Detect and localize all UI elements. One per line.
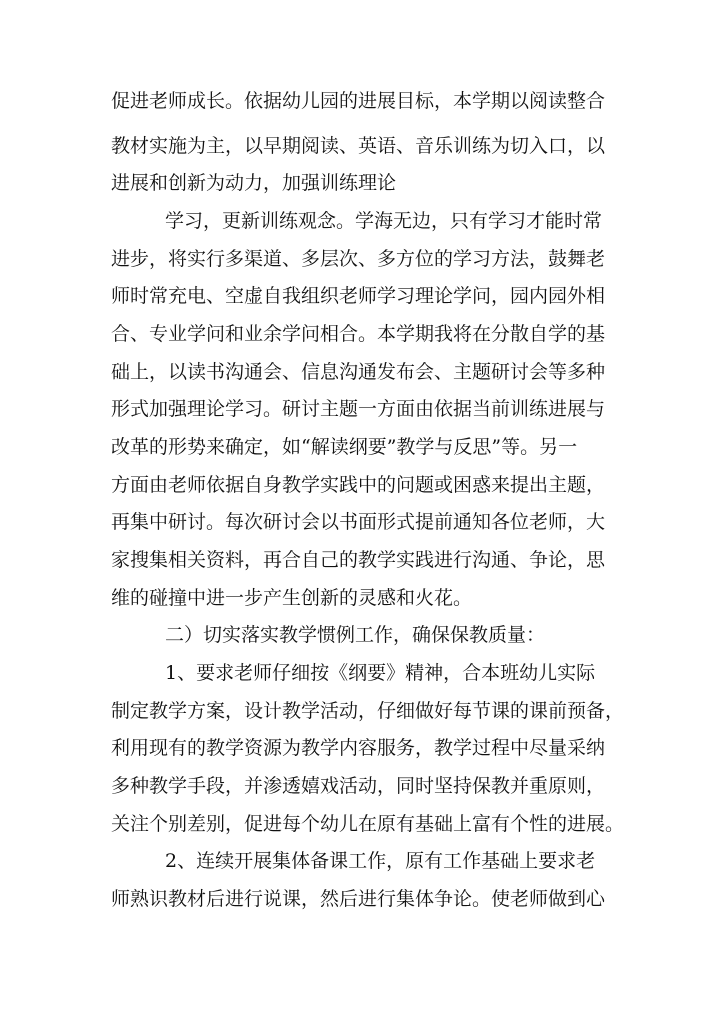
paragraph-line: 础上，以读书沟通会、信息沟通发布会、主题研讨会等多种 [111, 361, 606, 383]
section-heading: 二）切实落实教学惯例工作，确保保教质量： [165, 624, 546, 646]
paragraph-line: 形式加强理论学习。研讨主题一方面由依据当前训练进展与 [111, 398, 606, 420]
paragraph-line: 关注个别差别，促进每个幼儿在原有基础上富有个性的进展。 [111, 813, 625, 835]
paragraph-line: 再集中研讨。每次研讨会以书面形式提前通知各位老师，大 [111, 511, 606, 533]
paragraph-line: 改革的形势来确定，如“解读纲要”教学与反思”等。另一 [111, 436, 578, 458]
paragraph-line: 师时常充电、空虚自我组织老师学习理论学问，园内园外相 [111, 285, 606, 307]
paragraph-line: 进展和创新为动力，加强训练理论 [111, 172, 397, 194]
paragraph-line: 合、专业学问和业余学问相合。本学期我将在分散自学的基 [111, 323, 606, 345]
paragraph-line: 2、连续开展集体备课工作，原有工作基础上要求老 [165, 850, 596, 872]
paragraph-line: 1、要求老师仔细按《纲要》精神，合本班幼儿实际 [165, 662, 596, 684]
paragraph-line: 方面由老师依据自身教学实践中的问题或困惑来提出主题， [111, 474, 606, 496]
paragraph-line: 利用现有的教学资源为教学内容服务，教学过程中尽量采纳 [111, 737, 606, 759]
paragraph-line: 促进老师成长。依据幼儿园的进展目标，本学期以阅读整合 [111, 90, 606, 112]
paragraph-line: 进步，将实行多渠道、多层次、多方位的学习方法，鼓舞老 [111, 248, 606, 270]
paragraph-line: 制定教学方案，设计教学活动，仔细做好每节课的课前预备， [111, 700, 625, 722]
paragraph-line: 教材实施为主，以早期阅读、英语、音乐训练为切入口，以 [111, 135, 606, 157]
paragraph-line: 多种教学手段，并渗透嬉戏活动，同时坚持保教并重原则， [111, 775, 606, 797]
paragraph-line: 维的碰撞中进一步产生创新的灵感和火花。 [111, 587, 473, 609]
paragraph-line: 师熟识教材后进行说课，然后进行集体争论。使老师做到心 [111, 888, 606, 910]
paragraph-line: 家搜集相关资料，再合自己的教学实践进行沟通、争论，思 [111, 549, 606, 571]
paragraph-line: 学习，更新训练观念。学海无边，只有学习才能时常 [165, 210, 603, 232]
